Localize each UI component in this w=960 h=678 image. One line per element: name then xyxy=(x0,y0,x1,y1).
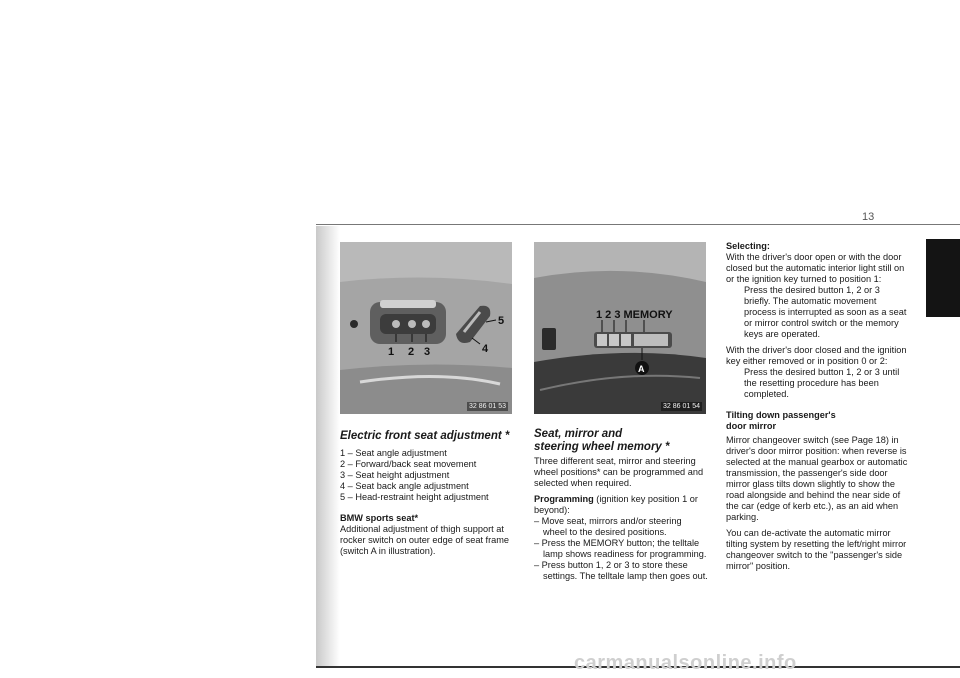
right-column-text xyxy=(726,241,908,577)
seat-adjustment-list xyxy=(340,448,512,557)
callout-2: 2 xyxy=(408,346,415,358)
callout-3: 3 xyxy=(424,346,431,358)
programming-note: (ignition key position 1 or beyond): xyxy=(534,494,698,515)
list-item: – Press the MEMORY button; the telltale lamp shows readiness for programming. xyxy=(534,538,707,559)
memory-text xyxy=(534,456,708,582)
list-item: – Press button 1, 2 or 3 to store these settings. The telltale lamp then goes out. xyxy=(534,560,708,581)
list-item: 5 – Head-restraint height adjustment xyxy=(340,492,489,502)
list-item: 1 – Seat angle adjustment xyxy=(340,448,447,458)
tilt-mirror-heading xyxy=(726,410,908,432)
memory-intro: Three different seat, mirror and steering wheel positions* can be programmed and selected when required. xyxy=(534,456,704,488)
sports-seat-heading: BMW sports seat* xyxy=(340,513,419,523)
deactivate-text: You can de-activate the automatic mirror tilting system by resetting the left/right mirror changeover switch to the "passenger's side mirror" position. xyxy=(726,528,907,571)
tilt-heading-line2: door mirror xyxy=(726,421,777,431)
closed-door-indent: Press the desired button 1, 2 or 3 until the resetting procedure has been completed. xyxy=(744,367,900,399)
memory-buttons-photo xyxy=(534,242,706,414)
closed-door-text: With the driver's door closed and the ignition key either removed or in position 0 or 2: xyxy=(726,345,907,366)
seat-switch-photo xyxy=(340,242,512,414)
callout-4: 4 xyxy=(482,343,489,355)
callout-5: 5 xyxy=(498,315,505,327)
page-gutter-shadow xyxy=(316,226,340,666)
memory-heading-line2: steering wheel memory * xyxy=(534,441,670,453)
memory-heading-line1: Seat, mirror and xyxy=(534,428,623,440)
page-number: 13 xyxy=(862,211,875,223)
list-item: – Move seat, mirrors and/or steering wheel to the desired positions. xyxy=(534,516,682,537)
photo-code: 32 86 01 54 xyxy=(663,403,700,410)
list-item: 3 – Seat height adjustment xyxy=(340,470,450,480)
sports-seat-text: Additional adjustment of thigh support at rocker switch on outer edge of seat frame (switch A in illustration). xyxy=(340,524,510,556)
selecting-indent: Press the desired button 1, 2 or 3 briefly. The automatic movement process is interrupted as soon as a seat or mirror control switch or the memory keys are operated. xyxy=(744,285,907,339)
photo-code: 32 86 01 53 xyxy=(469,403,506,410)
list-item: 4 – Seat back angle adjustment xyxy=(340,481,469,491)
section-tab xyxy=(926,239,960,317)
top-rule xyxy=(316,224,960,225)
callout-a: A xyxy=(638,364,645,374)
watermark: carmanualsonline.info xyxy=(574,652,797,674)
memory-label: 1 2 3 MEMORY xyxy=(596,309,673,321)
tilt-heading-line1: Tilting down passenger's xyxy=(726,410,836,420)
programming-label: Programming xyxy=(534,494,594,504)
memory-heading xyxy=(534,428,670,454)
list-item: 2 – Forward/back seat movement xyxy=(340,459,477,469)
seat-adjustment-heading: Electric front seat adjustment * xyxy=(340,430,510,442)
selecting-text: With the driver's door open or with the door closed but the automatic interior light still on or the ignition key turned to position 1: xyxy=(726,252,905,284)
callout-1: 1 xyxy=(388,346,395,358)
tilt-mirror-text: Mirror changeover switch (see Page 18) in driver's door mirror position: when reverse is selected at the manual gearbox or automatic transmission, the passenger's side door mirror glass tilts down slightly to show the road alongside and behind the near side of the car (edge of kerb etc.), as an aid when parking. xyxy=(726,435,908,522)
selecting-heading: Selecting: xyxy=(726,241,770,251)
